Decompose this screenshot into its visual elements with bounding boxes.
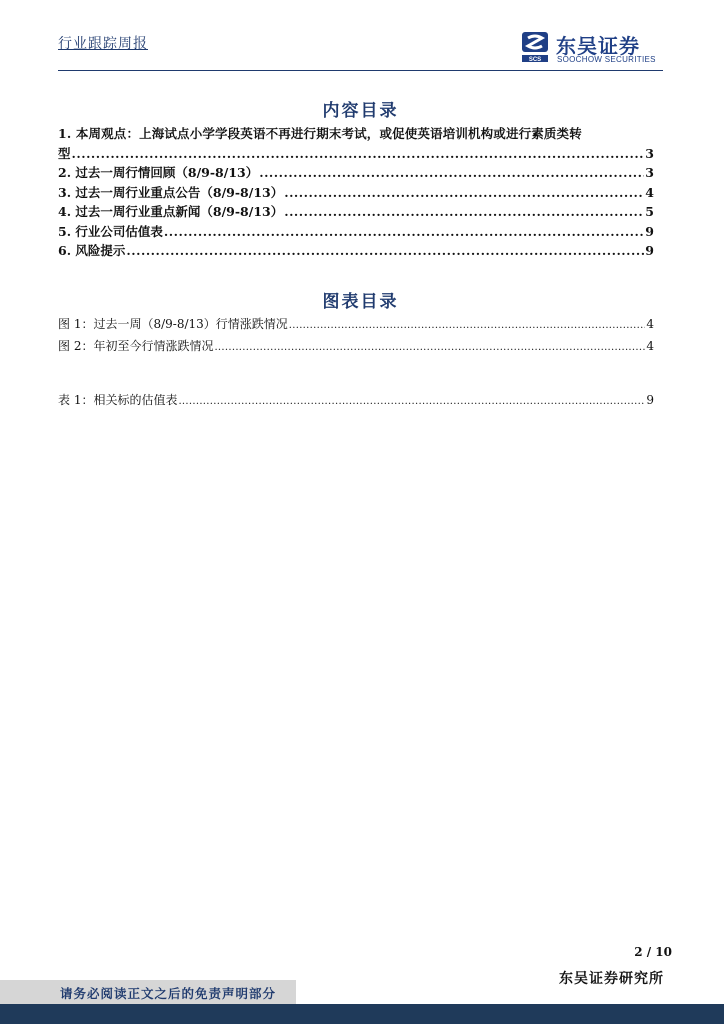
toc-item-label: 2. 过去一周行情回顾（8/9-8/13）	[58, 165, 259, 180]
logo-chinese-name: 东吴证券	[556, 34, 640, 58]
toc-item-page: 3	[645, 145, 654, 161]
table-item-page: 9	[646, 393, 654, 407]
toc-leader-dots	[284, 202, 644, 222]
toc-item[interactable]	[58, 202, 654, 222]
figure-item-label: 图 1：过去一周（8/9-8/13）行情涨跌情况	[58, 317, 288, 331]
toc-item-label: 6. 风险提示	[58, 243, 126, 258]
figure-leader-dots	[214, 335, 645, 359]
footer-bar	[0, 1004, 724, 1024]
figure-item[interactable]	[58, 313, 654, 335]
company-logo	[520, 30, 668, 66]
table-list	[58, 389, 654, 411]
figure-item-label: 图 2：年初至今行情涨跌情况	[58, 339, 214, 353]
toc-item-page: 9	[645, 243, 654, 258]
figure-item[interactable]	[58, 335, 654, 357]
toc-item-page: 4	[645, 184, 654, 200]
table-leader-dots	[178, 389, 645, 413]
toc-item[interactable]	[58, 183, 654, 203]
toc-item-label: 5. 行业公司估值表	[58, 223, 163, 239]
toc-leader-dots	[259, 163, 644, 183]
toc-leader-dots	[126, 241, 644, 261]
toc-leader-dots	[72, 144, 645, 164]
toc-item-label: 型	[58, 145, 71, 161]
logo-mark-text: SCS	[528, 57, 542, 63]
toc-item-label: 3. 过去一周行业重点公告（8/9-8/13）	[58, 184, 284, 200]
page-number: 2 / 10	[634, 945, 672, 959]
table-item-label: 表 1：相关标的估值表	[58, 393, 178, 407]
toc-item[interactable]	[58, 144, 654, 164]
disclaimer-text: 请务必阅读正文之后的免责声明部分	[60, 986, 277, 1001]
figure-item-page: 4	[646, 339, 654, 353]
toc-item[interactable]	[58, 222, 654, 242]
toc-item[interactable]	[58, 241, 654, 261]
logo-english-name: SOOCHOW SECURITIES	[557, 55, 656, 64]
table-of-contents	[58, 124, 654, 261]
header-divider	[58, 70, 663, 71]
figure-item-page: 4	[646, 317, 654, 331]
toc-item-1-line-1[interactable]: 1. 本周观点：上海试点小学学段英语不再进行期末考试，或促使英语培训机构或进行素质类转	[58, 126, 582, 141]
figure-leader-dots	[289, 313, 646, 337]
toc-item-label: 4. 过去一周行业重点新闻（8/9-8/13）	[58, 204, 284, 219]
soochow-logo-icon	[520, 30, 552, 64]
toc-leader-dots	[164, 222, 644, 242]
contents-title: 内容目录	[322, 101, 399, 121]
figure-list	[58, 313, 654, 357]
figures-title: 图表目录	[322, 292, 399, 312]
toc-item-page: 9	[645, 223, 654, 239]
toc-item-page: 3	[645, 165, 654, 180]
toc-item[interactable]	[58, 163, 654, 183]
report-type-label: 行业跟踪周报	[58, 36, 148, 52]
institute-name: 东吴证券研究所	[559, 971, 664, 987]
table-item[interactable]	[58, 389, 654, 411]
toc-item-page: 5	[645, 204, 654, 219]
toc-leader-dots	[284, 183, 644, 203]
